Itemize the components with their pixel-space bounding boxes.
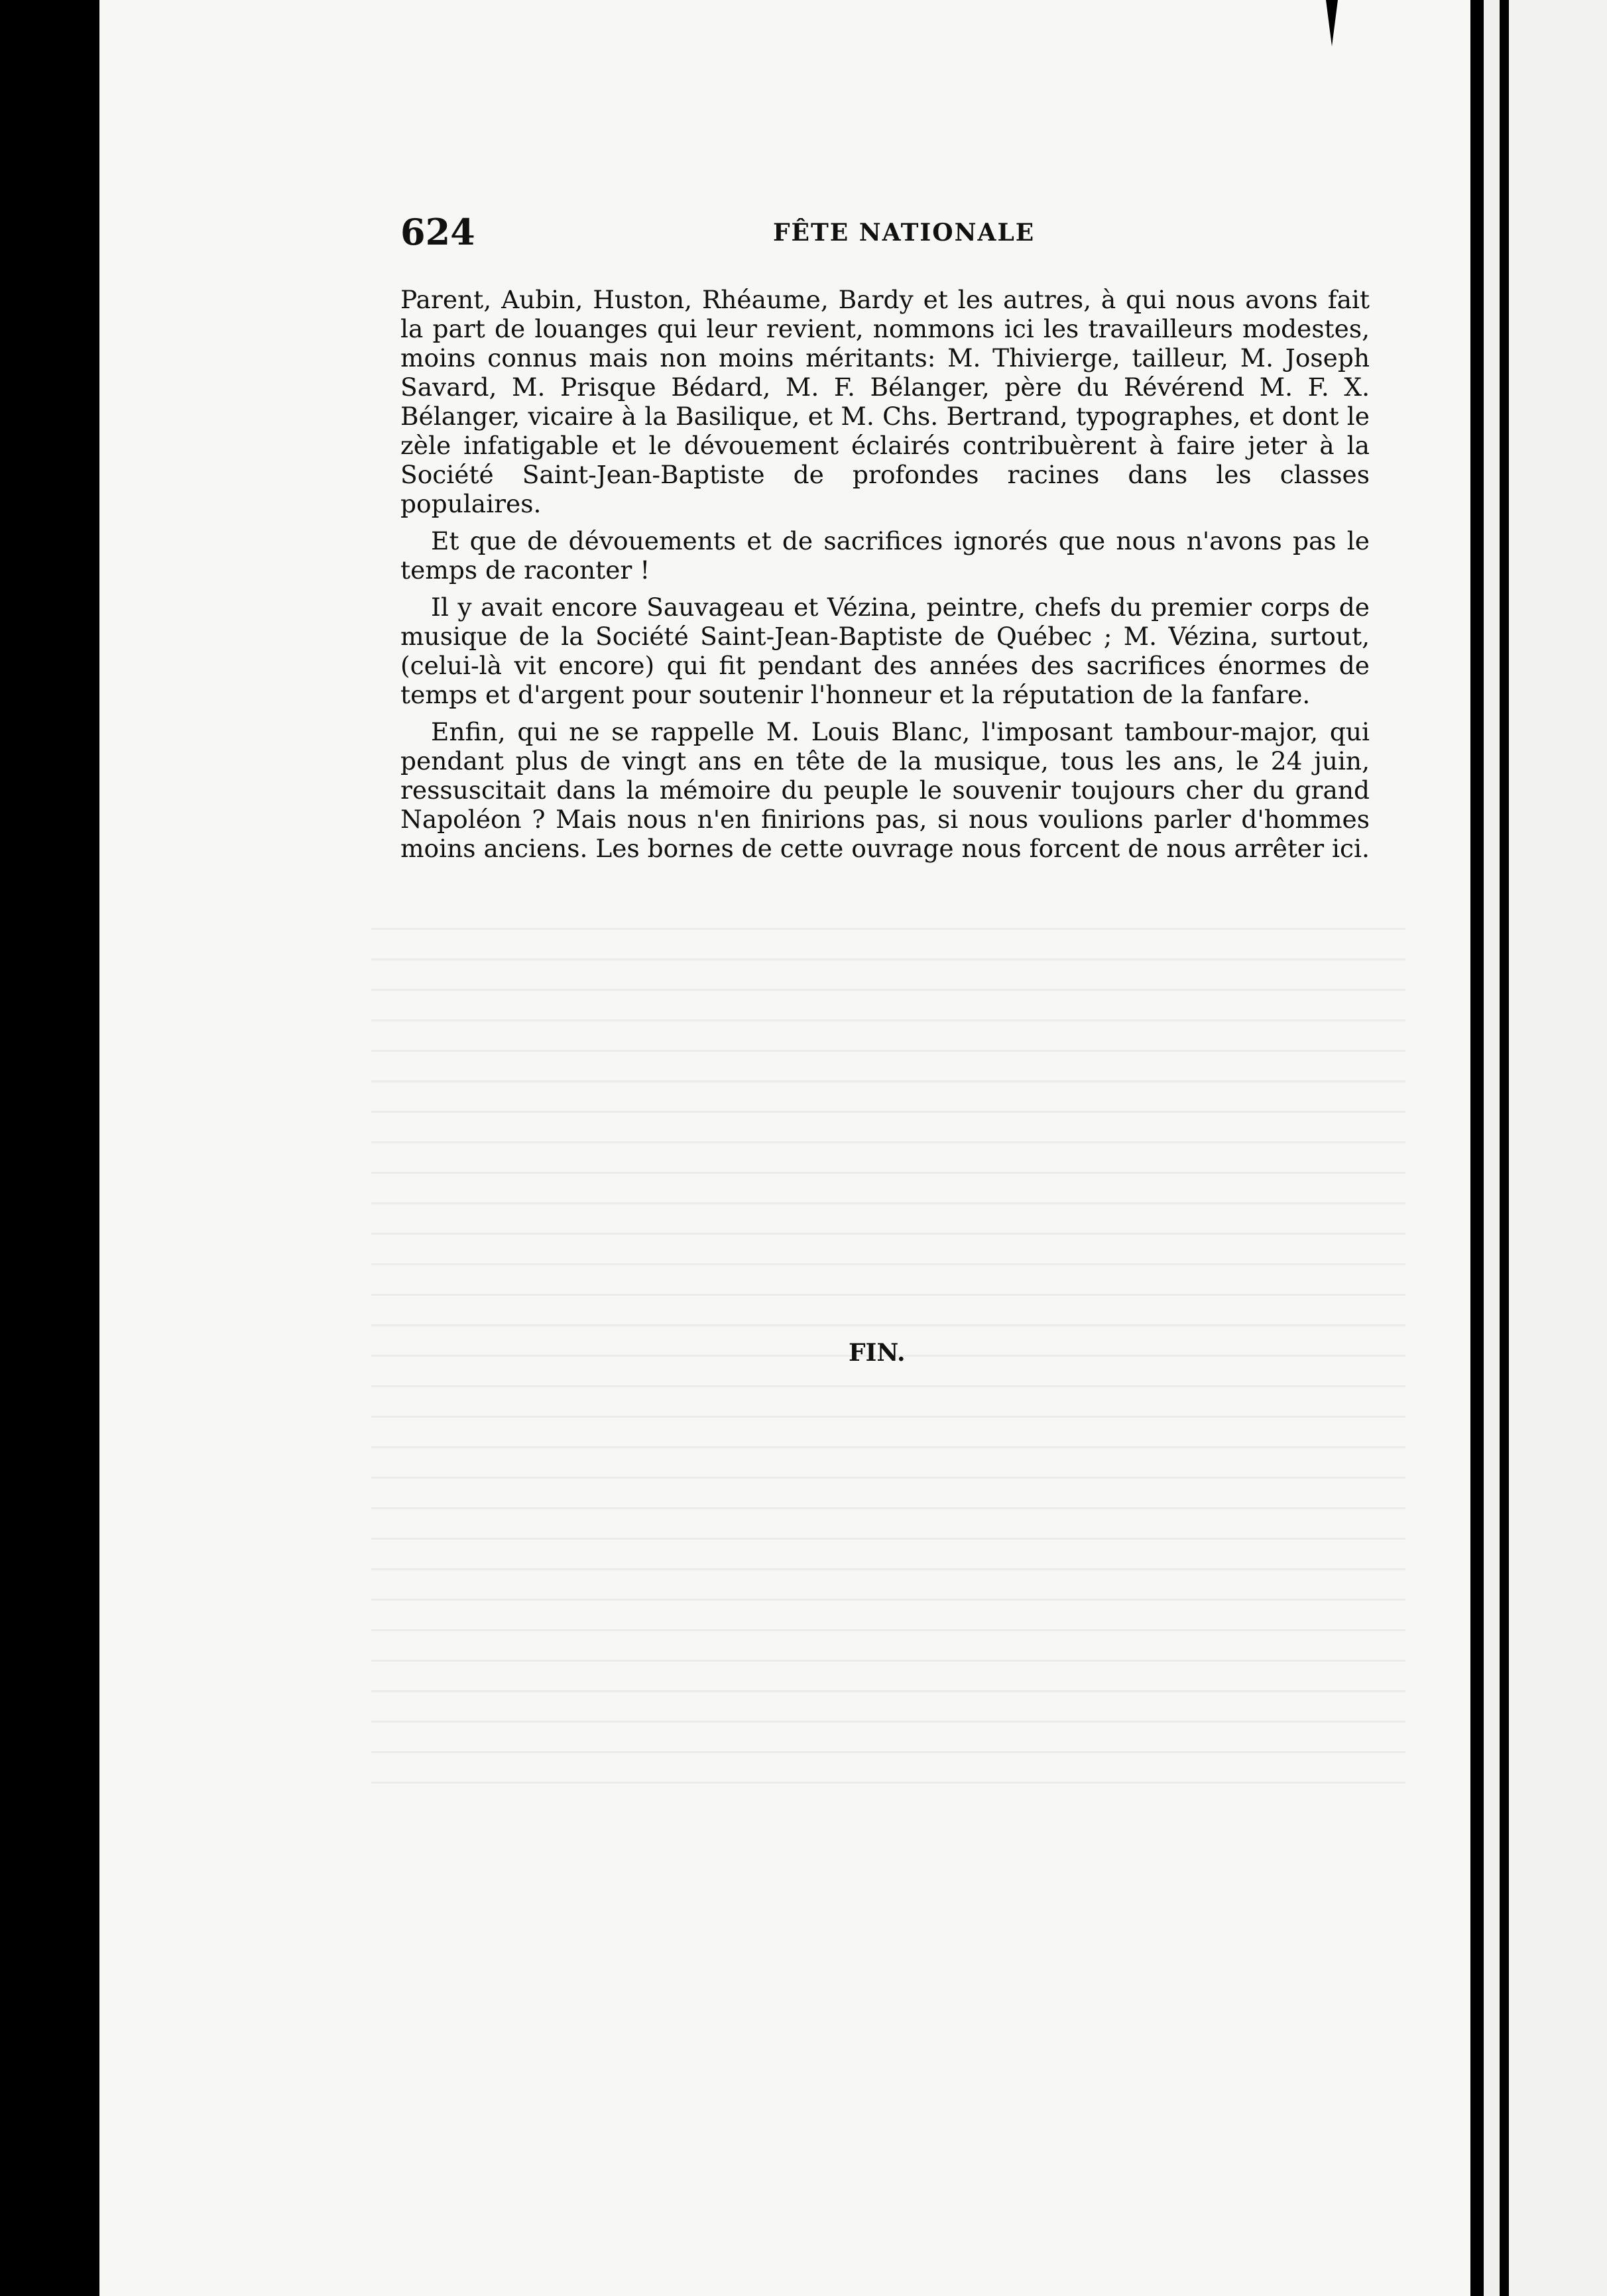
closing-word: FIN. bbox=[849, 1339, 906, 1367]
paragraph: Enfin, qui ne se rappelle M. Louis Blanc, l'imposant tambour-major, qui pendant plus de vingt ans en tête de la musique, tous les ans, le 24 juin, ressuscitait dans la mémoire du peuple le souvenir toujours cher du grand Napoléon ? Mais nous n'en finirions pas, si nous voulions parler d'hommes moins anciens. Les bornes de cette ouvrage nous forcent de nous arrêter ici. bbox=[400, 717, 1370, 863]
paragraph: Il y avait encore Sauvageau et Vézina, peintre, chefs du premier corps de musique de la Société Saint-Jean-Baptiste de Québec ; M. Vézina, surtout, (celui-là vit encore) qui fit pendant des années des sacrifices énormes de temps et d'argent pour soutenir l'honneur et la réputation de la fanfare. bbox=[400, 593, 1370, 709]
paragraph: Parent, Aubin, Huston, Rhéaume, Bardy et les autres, à qui nous avons fait la part de louanges qui leur revient, nommons ici les travailleurs modestes, moins connus mais non moins méritants: M. Thivierge, tailleur, M. Joseph Savard, M. Prisque Bédard, M. F. Bélanger, père du Révérend M. F. X. Bélanger, vicaire à la Basilique, et M. Chs. Bertrand, typographes, et dont le zèle infatigable et le dévouement éclairés contribuèrent à faire jeter à la Société Saint-Jean-Baptiste de profondes racines dans les classes populaires. bbox=[400, 285, 1370, 518]
next-page-strip bbox=[1509, 0, 1607, 2296]
page-header bbox=[400, 211, 1375, 251]
page-number: 624 bbox=[400, 211, 475, 253]
running-title: FÊTE NATIONALE bbox=[773, 219, 1036, 247]
book-spine-edge bbox=[1470, 0, 1484, 2296]
spine-gap bbox=[1484, 0, 1500, 2296]
paragraph: Et que de dévouements et de sacrifices ignorés que nous n'avons pas le temps de raconter ! bbox=[400, 526, 1370, 585]
next-page-edge bbox=[1500, 0, 1509, 2296]
body-text bbox=[400, 285, 1370, 871]
